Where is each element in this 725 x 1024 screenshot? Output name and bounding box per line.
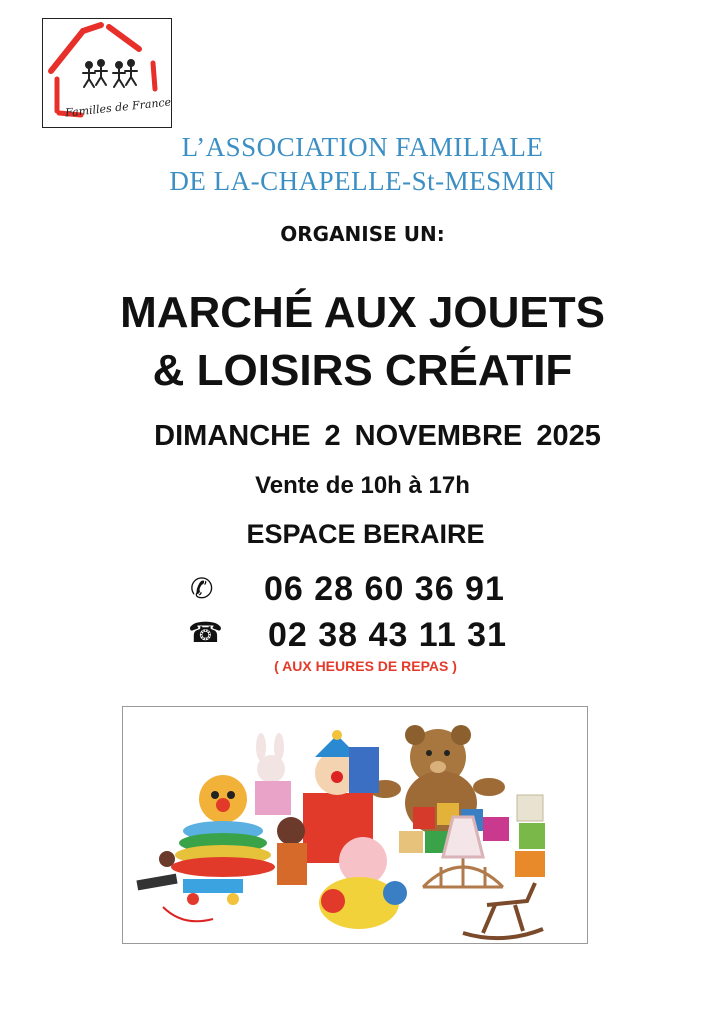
landline-phone-row xyxy=(188,616,223,649)
event-venue: ESPACE BERAIRE xyxy=(246,519,485,549)
mobile-phone-icon: ✆ xyxy=(190,573,214,604)
logo-text: Familles de France xyxy=(64,95,172,120)
rag-doll-icon xyxy=(277,817,307,885)
telephone-icon: ☎ xyxy=(188,617,223,648)
bunny-toy-icon xyxy=(255,733,291,815)
landline-phone-number: 02 38 43 11 31 xyxy=(268,616,508,654)
event-hours: Vente de 10h à 17h xyxy=(255,472,470,499)
event-date: DIMANCHE 2 NOVEMBRE 2025 xyxy=(154,420,601,452)
association-name-line2: DE LA-CHAPELLE-St-MESMIN xyxy=(169,166,556,196)
toys-illustration-icon xyxy=(123,707,588,944)
event-title-line2: & LOISIRS CRÉATIF xyxy=(152,346,573,395)
toys-illustration xyxy=(122,706,588,944)
rocking-horse-icon xyxy=(463,883,543,938)
event-title-line1: MARCHÉ AUX JOUETS xyxy=(120,288,605,337)
mobile-phone-row xyxy=(190,572,213,605)
phone-hours-note: ( AUX HEURES DE REPAS ) xyxy=(274,658,457,674)
association-name-line1: L’ASSOCIATION FAMILIALE xyxy=(181,132,544,162)
mobile-phone-number: 06 28 60 36 91 xyxy=(264,570,505,608)
organise-label: ORGANISE UN: xyxy=(280,222,445,246)
familles-de-france-logo xyxy=(42,18,172,128)
